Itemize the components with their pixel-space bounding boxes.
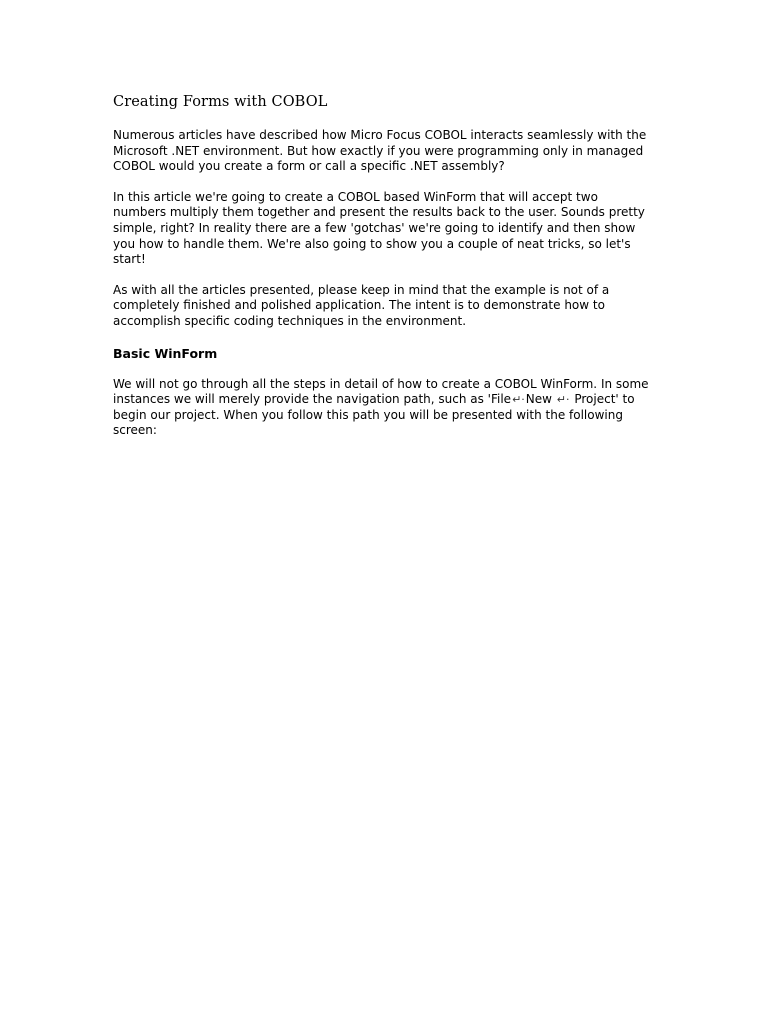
disclaimer-paragraph: As with all the articles presented, please keep in mind that the example is not of a completely finished and polished application. The intent is to demonstrate how to accomplish specific coding techniques in the environment. xyxy=(113,282,610,328)
intro-paragraph: Numerous articles have described how Micro Focus COBOL interacts seamlessly with the Microsoft .NET environment. But how exactly if you were programming only in managed COBOL would you create a form or call a specific .NET assembly? xyxy=(113,128,647,174)
section-paragraph xyxy=(113,377,653,439)
document-page xyxy=(113,92,653,454)
section-heading: Basic WinForm xyxy=(113,345,218,361)
section-paragraph-part3: Project' to begin our project. When you follow this path you will be presented with the following screen: xyxy=(113,392,635,438)
navigation-arrow-icon: ↵· xyxy=(556,393,570,407)
article-overview-paragraph: In this article we're going to create a COBOL based WinForm that will accept two numbers multiply them together and present the results back to the user. Sounds pretty simple, right? In reality there are a few 'gotchas' we're going to identify and then show you how to handle them. We're also going to show you a couple of neat tricks, so let's start! xyxy=(113,189,645,267)
section-paragraph-part1: We will not go through all the steps in detail of how to create a COBOL WinForm. In some instances we will merely provide the navigation path, such as 'File xyxy=(113,376,649,407)
section-paragraph-part2: New xyxy=(525,392,552,407)
document-title: Creating Forms with COBOL xyxy=(113,94,328,110)
navigation-arrow-icon: ↵· xyxy=(512,393,525,407)
